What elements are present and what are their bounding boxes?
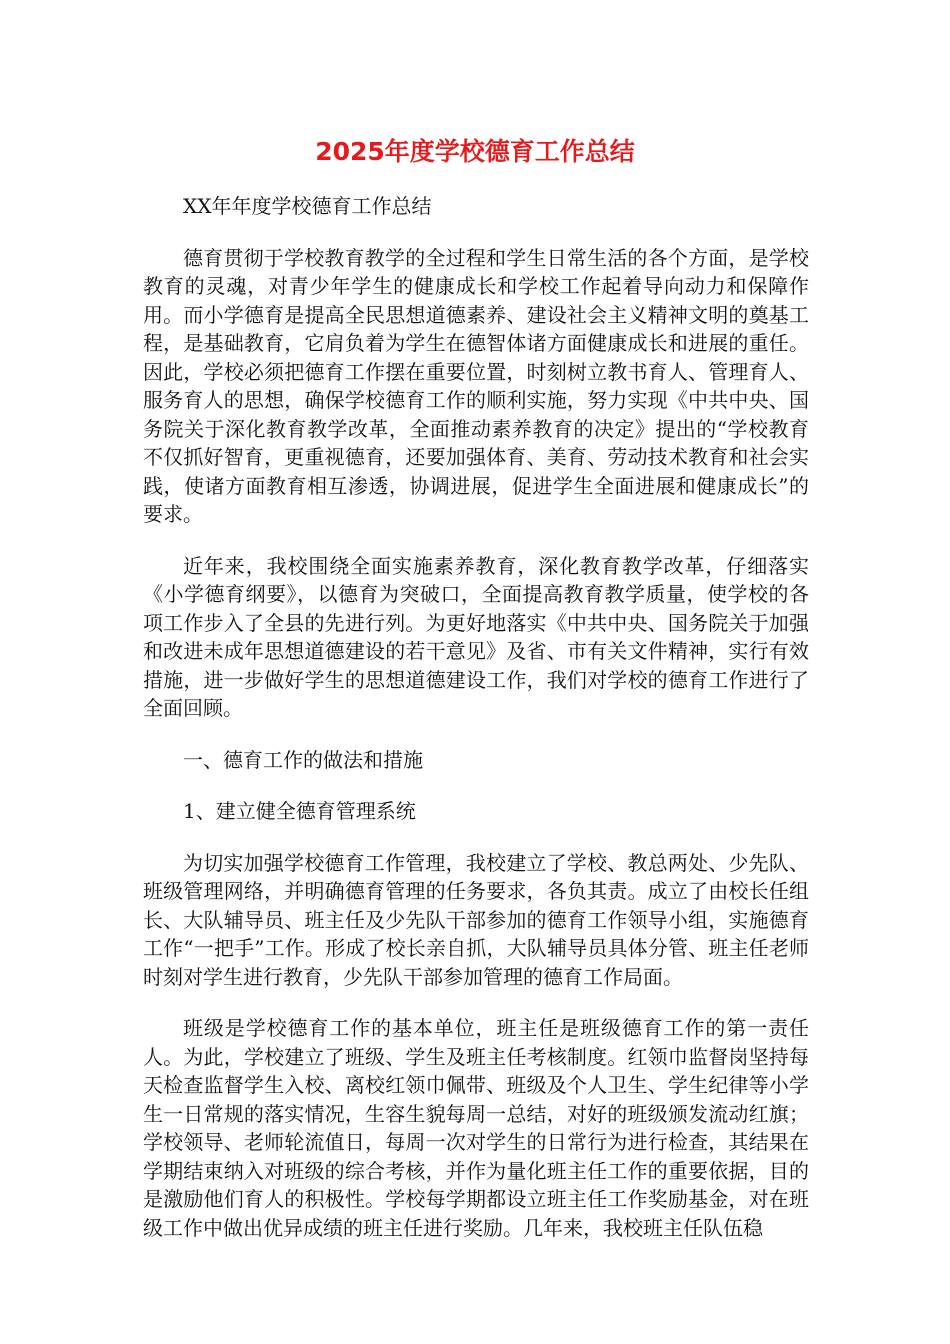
paragraph: 班级是学校德育工作的基本单位，班主任是班级德育工作的第一责任人。为此，学校建立了班级、学生及班主任考核制度。红领巾监督岗坚持每天检查监督学生入校、离校红领巾佩带、班级及个人卫生、学生纪律等小学生一日常规的落实情况，生容生貌每周一总结，对好的班级颁发流动红旗；学校领导、老师轮流值日，每周一次对学生的日常行为进行检查，其结果在学期结束纳入对班级的综合考核，并作为量化班主任工作的重要依据，目的是激励他们育人的积极性。学校每学期都设立班主任工作奖励基金，对在班级工作中做出优异成绩的班主任进行奖励。几年来，我校班主任队伍稳 bbox=[143, 1016, 809, 1240]
section-heading: 一、德育工作的做法和措施 bbox=[183, 747, 423, 772]
paragraph-subtitle: XX年年度学校德育工作总结 bbox=[183, 194, 432, 218]
document-title: 2025年度学校德育工作总结 bbox=[315, 137, 635, 166]
document-body bbox=[143, 192, 809, 1265]
paragraph: 近年来，我校围绕全面实施素养教育，深化教育教学改革，仔细落实《小学德育纲要》，以德育为突破口，全面提高教育教学质量，使学校的各项工作步入了全县的先进行列。为更好地落实《中共中央、国务院关于加强和改进未成年思想道德建设的若干意见》及省、市有关文件精神，实行有效措施，进一步做好学生的思想道德建设工作，我们对学校的德育工作进行了全面回顾。 bbox=[143, 553, 809, 720]
paragraph: 为切实加强学校德育工作管理，我校建立了学校、教总两处、少先队、班级管理网络，并明确德育管理的任务要求，各负其责。成立了由校长任组长、大队辅导员、班主任及少先队干部参加的德育工作领导小组，实施德育工作“一把手”工作。形成了校长亲自抓，大队辅导员具体分管、班主任老师时刻对学生进行教育，少先队干部参加管理的德育工作局面。 bbox=[143, 850, 809, 989]
subsection-heading: 1、建立健全德育管理系统 bbox=[183, 799, 416, 823]
paragraph: 德育贯彻于学校教育教学的全过程和学生日常生活的各个方面，是学校教育的灵魂，对青少年学生的健康成长和学校工作起着导向动力和保障作用。而小学德育是提高全民思想道德素养、建设社会主义精神文明的奠基工程，是基础教育，它肩负着为学生在德智体诸方面健康成长和进展的重任。因此，学校必须把德育工作摆在重要位置，时刻树立教书育人、管理育人、服务育人的思想，确保学校德育工作的顺利实施，努力实现《中共中央、国务院关于深化教育教学改革，全面推动素养教育的决定》提出的“学校教育不仅抓好智育，更重视德育，还要加强体育、美育、劳动技术教育和社会实践，使诸方面教育相互渗透，协调进展，促进学生全面进展和健康成长”的要求。 bbox=[143, 245, 809, 526]
